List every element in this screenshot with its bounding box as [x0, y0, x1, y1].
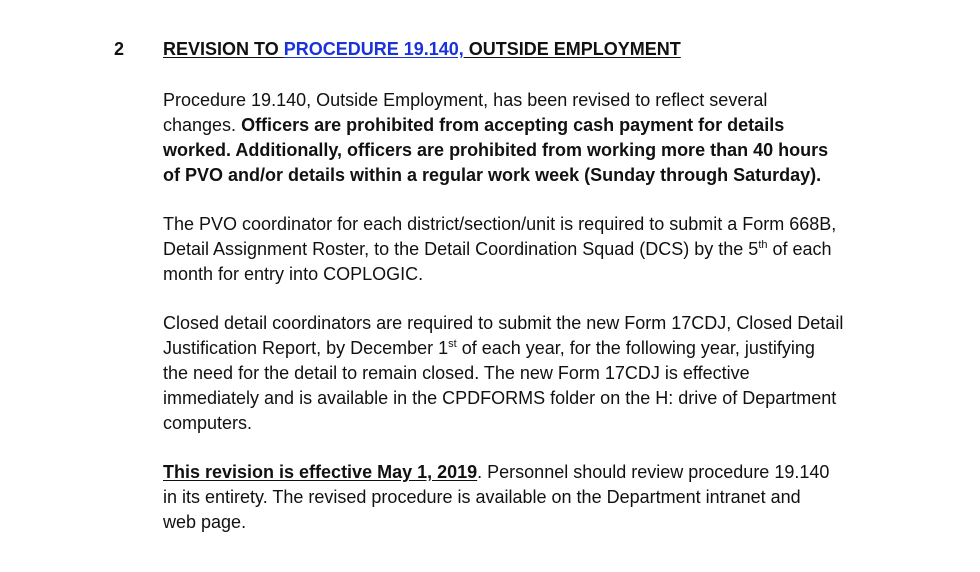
bold-text: worked. Additionally, officers are prohibited from working more than 40 hours: [163, 140, 829, 160]
text-line: web page.: [163, 512, 247, 532]
heading-prefix: REVISION TO: [163, 39, 284, 59]
text-line: The PVO coordinator for each district/section/unit is required to submit a Form 668B,: [163, 214, 837, 234]
text-line: immediately and is available in the CPDFORMS folder on the H: drive of Department: [163, 388, 837, 408]
paragraph-revision-summary: [163, 88, 923, 188]
text-line: of each: [767, 239, 832, 259]
bold-text: Officers are prohibited from accepting cash payment for details: [241, 115, 785, 135]
text-line: Detail Assignment Roster, to the Detail Coordination Squad (DCS) by the 5: [163, 239, 759, 259]
effective-date-text: This revision is effective May 1, 2019: [163, 462, 478, 482]
document-body: [163, 88, 923, 559]
text-line: Justification Report, by December 1: [163, 338, 449, 358]
bold-text: of PVO and/or details within a regular work week (Sunday through Saturday).: [163, 165, 822, 185]
text-line: changes.: [163, 115, 242, 135]
paragraph-pvo-coordinator: [163, 212, 923, 287]
paragraph-effective-date: [163, 460, 923, 535]
text-line: Closed detail coordinators are required to submit the new Form 17CDJ, Closed Detail: [163, 313, 844, 333]
heading-suffix: OUTSIDE EMPLOYMENT: [463, 39, 681, 59]
text-line: . Personnel should review procedure 19.140: [477, 462, 830, 482]
section-heading: [163, 38, 681, 60]
ordinal-suffix: th: [758, 239, 768, 251]
text-line: Procedure 19.140, Outside Employment, has been revised to reflect several: [163, 90, 768, 110]
text-line: of each year, for the following year, justifying: [456, 338, 815, 358]
text-line: month for entry into COPLOGIC.: [163, 264, 424, 284]
ordinal-suffix: st: [448, 338, 457, 350]
paragraph-closed-detail: [163, 311, 923, 436]
text-line: computers.: [163, 413, 253, 433]
text-line: the need for the detail to remain closed. The new Form 17CDJ is effective: [163, 363, 750, 383]
procedure-link[interactable]: PROCEDURE 19.140,: [283, 39, 464, 59]
section-number: 2: [114, 39, 125, 59]
text-line: in its entirety. The revised procedure is available on the Department intranet and: [163, 487, 801, 507]
